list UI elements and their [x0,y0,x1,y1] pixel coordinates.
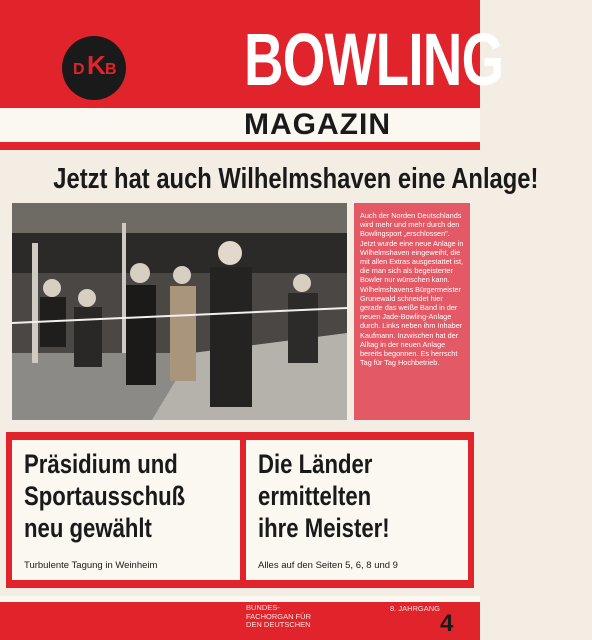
photo-caption-box [354,203,470,420]
article-subtitle-right: Alles auf den Seiten 5, 6, 8 und 9 [258,560,398,571]
article-title-right-line-2: ermittelten [258,481,372,511]
ribbon-cutting-photo [12,203,347,420]
article-title-left-line-3: neu gewählt [24,513,152,543]
cover-headline [0,158,539,200]
photo-caption: Auch der Norden Deutschlands wird mehr und mehr durch den Bowlingsport „erschlossen". Jetzt wurde eine neue Anlage in Wilhelmshaven eingeweiht, die mit allen Extras ausgestattet ist, die man sich als begeisterter Bowler nur wünschen kann. Wilhelmshavens Bürgermeister Grunewald schneidet hier gerade das weiße Band in der neuen Jade-Bowling-Anlage durch. Links neben ihm Inhaber Kaufmann. Inzwischen hat der Alltag in der neuen Anlage bereits begonnen. Es herrscht Tag für Tag Hochbetrieb. [360,211,464,368]
article-panel-right [246,440,468,580]
dkb-logo [62,36,126,100]
article-title-left-line-1: Präsidium und [24,449,178,479]
logo-letter-d: D [73,61,85,78]
article-subtitle-left: Turbulente Tagung in Weinheim [24,560,158,571]
article-title-left-line-2: Sportausschuß [24,481,186,511]
logo-letter-k: K [87,50,106,80]
publisher-line [246,604,311,630]
article-title-right-line-1: Die Länder [258,449,373,479]
article-title-left [24,448,185,544]
publisher-line-3: DEN DEUTSCHEN [246,620,311,629]
masthead-title: BOWLING [244,18,504,101]
volume-label: 8. JAHRGANG [390,604,441,613]
article-title-right [258,448,390,544]
article-title-right-line-3: ihre Meister! [258,513,390,543]
header-rule [0,142,480,150]
logo-letter-b: B [105,61,117,78]
publisher-line-1: BUNDES- [246,603,280,612]
cover-headline-text: Jetzt hat auch Wilhelmshaven eine Anlage! [53,163,539,195]
issue-number: 4 [440,610,454,637]
publisher-line-2: FACHORGAN FÜR [246,611,312,621]
article-panel-left [12,440,240,580]
cover-photo [12,203,347,420]
masthead-subtitle: MAGAZIN [244,108,391,141]
